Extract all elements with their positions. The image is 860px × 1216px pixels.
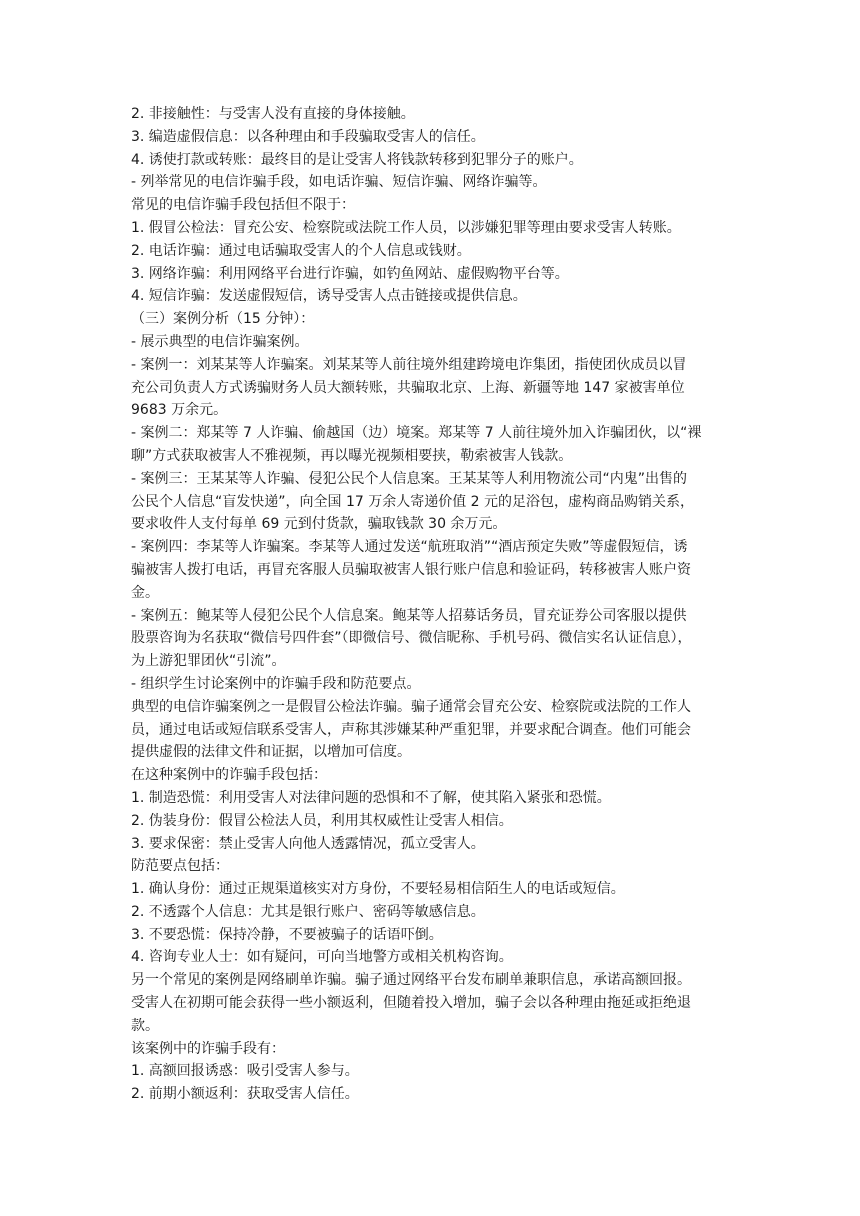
text-line: - 案例四：李某等人诈骗案。李某等人通过发送“航班取消”“酒店预定失败”等虚假短信，诱 [131,539,688,556]
text-line: 4. 短信诈骗：发送虚假短信，诱导受害人点击链接或提供信息。 [131,288,527,305]
text-line: 充公司负责人方式诱骗财务人员大额转账，共骗取北京、上海、新疆等地 147 家被害单位 [131,379,685,396]
text-line: - 组织学生讨论案例中的诈骗手段和防范要点。 [131,675,421,692]
text-line: 1. 确认身份：通过正规渠道核实对方身份，不要轻易相信陌生人的电话或短信。 [131,881,625,898]
text-line: 2. 前期小额返利：获取受害人信任。 [131,1086,359,1103]
text-line: 金。 [131,584,159,601]
text-line: 款。 [131,1017,159,1034]
text-line: 该案例中的诈骗手段有： [131,1040,285,1057]
text-line: 典型的电信诈骗案例之一是假冒公检法诈骗。骗子通常会冒充公安、检察院或法院的工作人 [131,698,691,715]
text-line: 骗被害人拨打电话，再冒充客服人员骗取被害人银行账户信息和验证码，转移被害人账户资 [131,561,691,578]
text-line: 防范要点包括： [131,858,229,875]
text-line: 常见的电信诈骗手段包括但不限于： [131,197,355,214]
text-line: 4. 咨询专业人士：如有疑问，可向当地警方或相关机构咨询。 [131,949,513,966]
text-line: - 展示典型的电信诈骗案例。 [131,333,309,350]
text-line: 2. 伪装身份：假冒公检法人员，利用其权威性让受害人相信。 [131,812,513,829]
text-line: 聊”方式获取被害人不雅视频，再以曝光视频相要挟，勒索被害人钱款。 [131,447,573,464]
text-line: - 案例二：郑某等 7 人诈骗、偷越国（边）境案。郑某等 7 人前往境外加入诈骗团伙，以“裸 [131,425,702,442]
text-line: 提供虚假的法律文件和证据，以增加可信度。 [131,744,411,761]
text-line: 公民个人信息“盲发快递”，向全国 17 万余人寄递价值 2 元的足浴包，虚构商品购销关系， [131,493,695,510]
section-heading: （三）案例分析（15 分钟）： [131,311,315,328]
text-line: 2. 非接触性：与受害人没有直接的身体接触。 [131,106,415,122]
text-line: - 列举常见的电信诈骗手段，如电话诈骗、短信诈骗、网络诈骗等。 [131,174,547,191]
text-line: 3. 网络诈骗：利用网络平台进行诈骗，如钓鱼网站、虚假购物平台等。 [131,265,569,282]
text-line: - 案例三：王某某等人诈骗、侵犯公民个人信息案。王某某等人利用物流公司“内鬼”出售的 [131,470,688,487]
document-body [131,103,731,1106]
text-line: 要求收件人支付每单 69 元到付货款，骗取钱款 30 余万元。 [131,516,507,533]
text-line: 3. 要求保密：禁止受害人向他人透露情况，孤立受害人。 [131,835,485,852]
text-line: 1. 假冒公检法：冒充公安、检察院或法院工作人员，以涉嫌犯罪等理由要求受害人转账。 [131,219,681,236]
text-line: 4. 诱使打款或转账：最终目的是让受害人将钱款转移到犯罪分子的账户。 [131,151,583,168]
text-line: - 案例一：刘某某等人诈骗案。刘某某等人前往境外组建跨境电诈集团，指使团伙成员以冒 [131,356,687,373]
text-line: 1. 高额回报诱惑：吸引受害人参与。 [131,1063,359,1080]
text-line: 为上游犯罪团伙“引流”。 [131,653,286,670]
text-line: 3. 编造虚假信息：以各种理由和手段骗取受害人的信任。 [131,128,485,145]
text-line: 3. 不要恐慌：保持冷静，不要被骗子的话语吓倒。 [131,926,443,943]
text-line: - 案例五：鲍某等人侵犯公民个人信息案。鲍某等人招募话务员，冒充证券公司客服以提供 [131,607,687,624]
text-line: 股票咨询为名获取“微信号四件套”（即微信号、微信昵称、手机号码、微信实名认证信息）， [131,630,692,647]
text-line: 另一个常见的案例是网络刷单诈骗。骗子通过网络平台发布刷单兼职信息，承诺高额回报。 [131,972,691,989]
text-line: 受害人在初期可能会获得一些小额返利，但随着投入增加，骗子会以各种理由拖延或拒绝退 [131,995,691,1012]
text-line: 2. 不透露个人信息：尤其是银行账户、密码等敏感信息。 [131,903,485,920]
text-line: 员，通过电话或短信联系受害人，声称其涉嫌某种严重犯罪，并要求配合调查。他们可能会 [131,721,691,738]
text-line: 在这种案例中的诈骗手段包括： [131,767,327,784]
text-line: 2. 电话诈骗：通过电话骗取受害人的个人信息或钱财。 [131,242,471,259]
text-line: 9683 万余元。 [131,402,228,419]
text-line: 1. 制造恐慌：利用受害人对法律问题的恐惧和不了解，使其陷入紧张和恐慌。 [131,789,611,806]
